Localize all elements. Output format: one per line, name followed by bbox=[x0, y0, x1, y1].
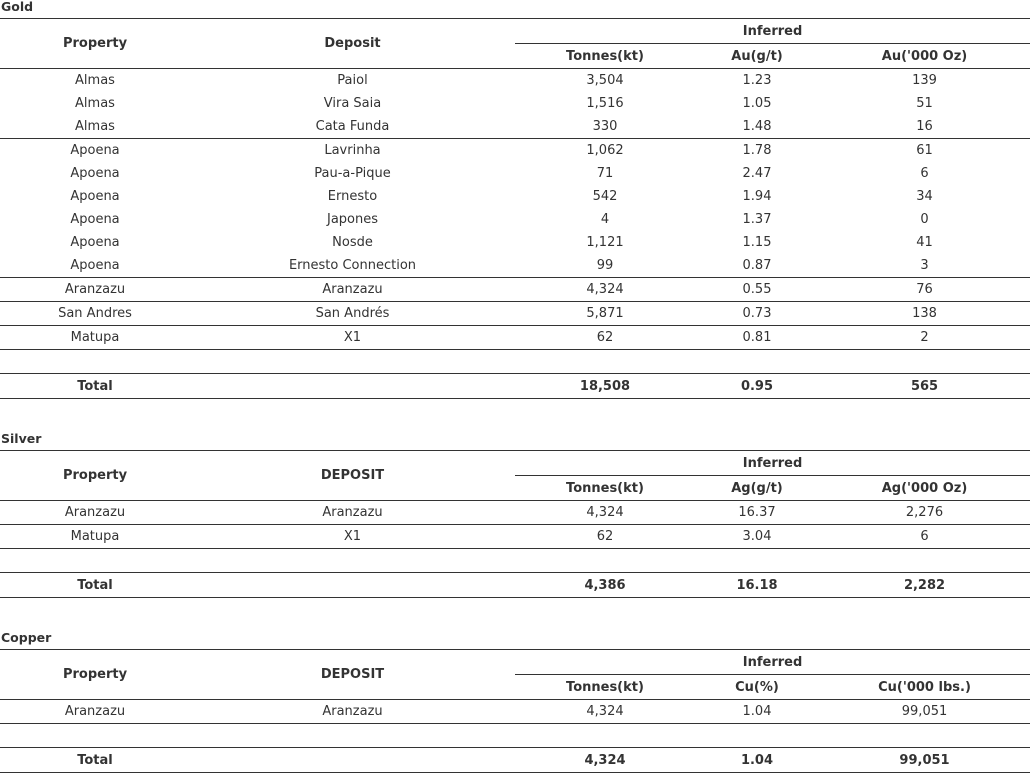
table-cell: Aranzazu bbox=[322, 505, 383, 520]
table-cell bbox=[515, 724, 695, 748]
table-cell: Cata Funda bbox=[315, 119, 390, 134]
table-cell: Almas bbox=[75, 119, 115, 134]
table-cell: San Andrés bbox=[315, 306, 390, 321]
table-cell: 4,386 bbox=[584, 577, 626, 593]
table-cell: 71 bbox=[596, 166, 614, 181]
table-cell: 62 bbox=[596, 330, 614, 345]
table-cell bbox=[515, 350, 695, 374]
col-header-tonnes: Tonnes(kt) bbox=[566, 48, 644, 64]
table-cell: 1.05 bbox=[742, 96, 772, 111]
table-cell bbox=[695, 724, 819, 748]
table-row bbox=[0, 69, 1030, 93]
table-cell: Aranzazu bbox=[64, 282, 126, 297]
table-cell: 138 bbox=[912, 306, 937, 321]
table-cell: 16.37 bbox=[738, 505, 776, 520]
table-cell: 1.15 bbox=[742, 235, 772, 250]
col-header-contained: Cu('000 lbs.) bbox=[878, 679, 971, 695]
total-row bbox=[0, 374, 1030, 399]
col-header-property: Property bbox=[0, 650, 190, 700]
copper-section bbox=[0, 631, 1030, 773]
table-row bbox=[0, 185, 1030, 208]
table-cell: San Andres bbox=[58, 306, 132, 321]
table-cell: 6 bbox=[920, 529, 929, 544]
table-cell bbox=[515, 549, 695, 573]
table-cell: Paiol bbox=[337, 73, 368, 88]
table-cell: 5,871 bbox=[586, 306, 624, 321]
table-cell: Apoena bbox=[70, 143, 120, 158]
table-cell: Total bbox=[77, 752, 113, 768]
col-header-deposit: DEPOSIT bbox=[190, 650, 515, 700]
table-cell: Apoena bbox=[70, 235, 120, 250]
table-cell: Aranzazu bbox=[64, 505, 126, 520]
table-row bbox=[0, 700, 1030, 724]
gold-title: Gold bbox=[1, 0, 34, 14]
table-cell: Ernesto Connection bbox=[288, 258, 417, 273]
gold-table bbox=[0, 18, 1030, 399]
col-header-grade: Au(g/t) bbox=[731, 48, 783, 64]
table-cell: 542 bbox=[592, 189, 618, 204]
table-row bbox=[0, 231, 1030, 254]
table-cell bbox=[190, 573, 515, 598]
table-cell: 99,051 bbox=[899, 752, 950, 768]
table-cell: Lavrinha bbox=[324, 143, 381, 158]
table-row bbox=[0, 254, 1030, 278]
table-cell: 4 bbox=[600, 212, 610, 227]
table-cell: Ernesto bbox=[327, 189, 378, 204]
table-cell: 6 bbox=[920, 166, 929, 181]
table-cell: 1.23 bbox=[742, 73, 772, 88]
table-cell: 51 bbox=[916, 96, 933, 111]
table-cell: 139 bbox=[912, 73, 937, 88]
table-cell: 34 bbox=[916, 189, 933, 204]
silver-title: Silver bbox=[1, 431, 42, 446]
table-cell: 0 bbox=[920, 212, 929, 227]
table-cell: Almas bbox=[75, 96, 115, 111]
table-cell: Total bbox=[77, 378, 113, 394]
table-cell bbox=[190, 724, 515, 748]
table-cell: Matupa bbox=[70, 529, 120, 544]
table-cell: X1 bbox=[343, 529, 362, 544]
table-cell: 0.55 bbox=[742, 282, 772, 297]
col-header-tonnes: Tonnes(kt) bbox=[566, 679, 644, 695]
table-cell: Apoena bbox=[70, 212, 120, 227]
table-row bbox=[0, 92, 1030, 115]
table-cell: 3 bbox=[920, 258, 929, 273]
table-cell: Aranzazu bbox=[64, 704, 126, 719]
table-cell bbox=[0, 724, 190, 748]
table-row bbox=[0, 208, 1030, 231]
table-cell: Matupa bbox=[70, 330, 120, 345]
col-header-grade: Ag(g/t) bbox=[731, 480, 783, 496]
col-header-deposit: Deposit bbox=[190, 19, 515, 69]
table-cell: 3,504 bbox=[586, 73, 624, 88]
table-cell: 41 bbox=[916, 235, 933, 250]
table-cell bbox=[190, 549, 515, 573]
col-header-tonnes: Tonnes(kt) bbox=[566, 480, 644, 496]
col-header-deposit: DEPOSIT bbox=[190, 451, 515, 501]
col-header-inferred: Inferred bbox=[515, 451, 1030, 476]
table-cell: 1.94 bbox=[742, 189, 772, 204]
silver-table bbox=[0, 450, 1030, 598]
table-cell: Aranzazu bbox=[322, 282, 383, 297]
table-cell: 18,508 bbox=[579, 378, 631, 394]
spacer-row bbox=[0, 724, 1030, 748]
table-cell bbox=[819, 350, 1030, 374]
table-cell: 1,516 bbox=[586, 96, 624, 111]
table-cell: 565 bbox=[910, 378, 939, 394]
copper-table bbox=[0, 649, 1030, 773]
table-cell: Apoena bbox=[70, 189, 120, 204]
spacer-row bbox=[0, 350, 1030, 374]
table-cell bbox=[0, 549, 190, 573]
total-row bbox=[0, 573, 1030, 598]
table-cell: X1 bbox=[343, 330, 362, 345]
table-cell: Pau-a-Pique bbox=[314, 166, 391, 181]
table-cell: 2,282 bbox=[903, 577, 946, 593]
table-row bbox=[0, 115, 1030, 139]
table-row bbox=[0, 302, 1030, 326]
table-cell: 1.04 bbox=[742, 704, 772, 719]
table-row bbox=[0, 162, 1030, 185]
table-cell: 0.73 bbox=[742, 306, 772, 321]
table-cell: Vira Saia bbox=[323, 96, 382, 111]
copper-title: Copper bbox=[1, 630, 52, 645]
col-header-contained: Ag('000 Oz) bbox=[881, 480, 968, 496]
table-cell: 2.47 bbox=[742, 166, 772, 181]
table-row bbox=[0, 278, 1030, 302]
table-cell bbox=[190, 350, 515, 374]
section-spacer bbox=[0, 399, 1030, 432]
table-cell: Apoena bbox=[70, 258, 120, 273]
table-cell: 4,324 bbox=[586, 282, 624, 297]
col-header-inferred: Inferred bbox=[515, 19, 1030, 44]
table-cell: 62 bbox=[596, 529, 614, 544]
table-cell: 4,324 bbox=[584, 752, 626, 768]
table-cell bbox=[190, 374, 515, 399]
table-cell: 1,121 bbox=[586, 235, 624, 250]
table-cell: 4,324 bbox=[586, 704, 624, 719]
col-header-grade: Cu(%) bbox=[735, 679, 779, 695]
spacer-row bbox=[0, 549, 1030, 573]
table-cell: 0.95 bbox=[740, 378, 774, 394]
table-cell: 0.87 bbox=[742, 258, 772, 273]
table-cell: 330 bbox=[592, 119, 618, 134]
table-cell: 2,276 bbox=[905, 505, 944, 520]
table-cell: 0.81 bbox=[742, 330, 772, 345]
col-header-contained: Au('000 Oz) bbox=[881, 48, 968, 64]
col-header-inferred: Inferred bbox=[515, 650, 1030, 675]
table-cell: 99,051 bbox=[901, 704, 948, 719]
section-spacer bbox=[0, 598, 1030, 631]
table-cell: 99 bbox=[596, 258, 614, 273]
table-row bbox=[0, 525, 1030, 549]
table-cell: Japones bbox=[326, 212, 379, 227]
table-cell bbox=[0, 350, 190, 374]
table-cell: 1.48 bbox=[742, 119, 772, 134]
table-cell bbox=[695, 549, 819, 573]
table-cell: Total bbox=[77, 577, 113, 593]
table-cell: 61 bbox=[916, 143, 933, 158]
table-row bbox=[0, 501, 1030, 525]
table-cell: Nosde bbox=[332, 235, 373, 250]
silver-section bbox=[0, 432, 1030, 598]
table-cell: Aranzazu bbox=[322, 704, 383, 719]
table-cell: 1.04 bbox=[740, 752, 774, 768]
table-cell: 1,062 bbox=[586, 143, 624, 158]
table-cell bbox=[695, 350, 819, 374]
table-cell: 2 bbox=[920, 330, 929, 345]
table-cell: 76 bbox=[916, 282, 933, 297]
table-cell: 4,324 bbox=[586, 505, 624, 520]
table-cell: 1.78 bbox=[742, 143, 772, 158]
table-cell: 16.18 bbox=[736, 577, 778, 593]
table-row bbox=[0, 326, 1030, 350]
table-cell: Apoena bbox=[70, 166, 120, 181]
table-cell: 3.04 bbox=[742, 529, 772, 544]
table-cell bbox=[819, 724, 1030, 748]
col-header-property: Property bbox=[0, 19, 190, 69]
table-cell: 16 bbox=[916, 119, 933, 134]
table-cell: 1.37 bbox=[742, 212, 772, 227]
col-header-property: Property bbox=[0, 451, 190, 501]
table-cell bbox=[819, 549, 1030, 573]
table-row bbox=[0, 139, 1030, 163]
table-cell: Almas bbox=[75, 73, 115, 88]
